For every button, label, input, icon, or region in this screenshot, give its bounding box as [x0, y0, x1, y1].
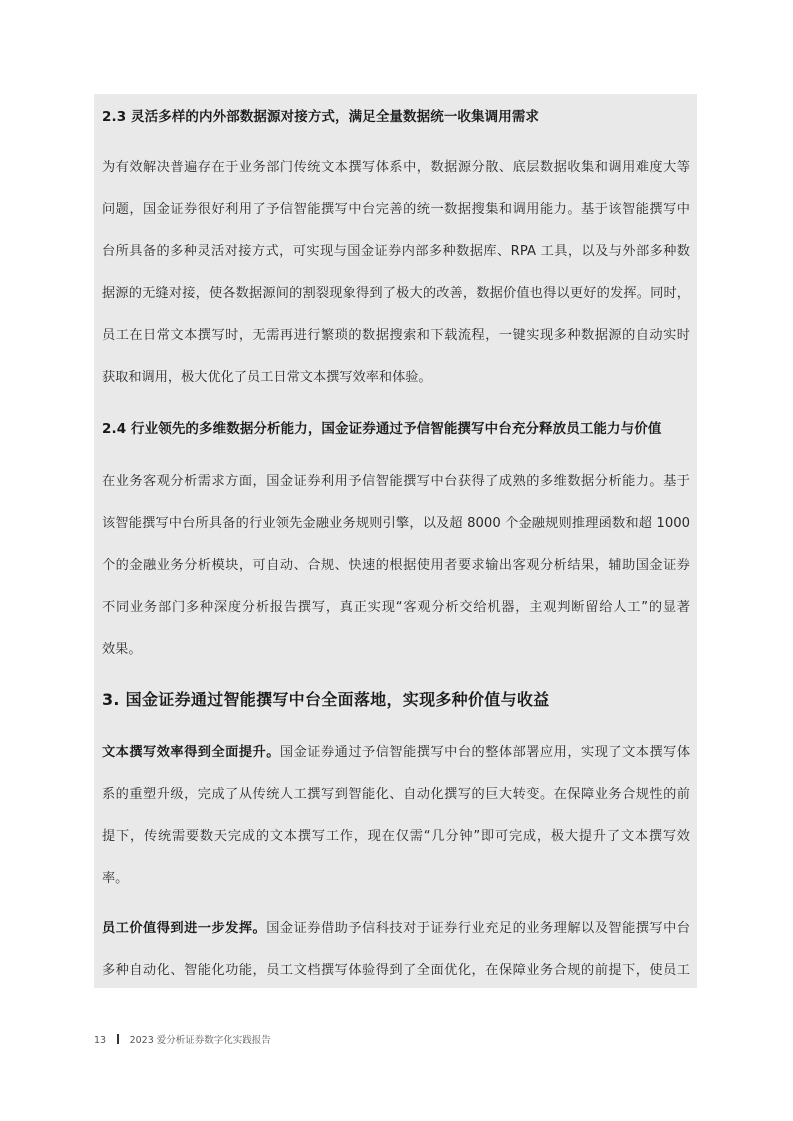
section-2-3-line-1: 为有效解决普遍存在于业务部门传统文本撰写体系中，数据源分散、底层数据收集和调用难度大等: [102, 160, 690, 175]
section-2-3-line-2: 问题，国金证券很好利用了予信智能撰写中台完善的统一数据搜集和调用能力。基于该智能撰写中: [102, 202, 690, 217]
section-2-3-line-3: 台所具备的多种灵活对接方式，可实现与国金证券内部多种数据库、RPA 工具，以及与外部多种数: [102, 244, 690, 259]
para-2-lead: 员工价值得到进一步发挥。: [102, 921, 267, 936]
section-2-3-heading: 2.3 灵活多样的内外部数据源对接方式，满足全量数据统一收集调用需求: [102, 109, 540, 125]
report-title: 2023 爱分析证券数字化实践报告: [129, 1035, 271, 1046]
section-2-3-line-5: 员工在日常文本撰写时，无需再进行繁琐的数据搜索和下载流程，一键实现多种数据源的自动实时: [102, 328, 690, 343]
section-3-para-1-line-4: 率。: [102, 871, 129, 886]
section-2-3-line-4: 据源的无缝对接，使各数据源间的割裂现象得到了极大的改善，数据价值也得以更好的发挥。同时，: [102, 286, 690, 301]
section-3-heading: 3. 国金证券通过智能撰写中台全面落地，实现多种价值与收益: [102, 690, 550, 709]
section-3-para-2-line-1: [102, 917, 690, 936]
page-number: 13: [94, 1035, 107, 1046]
page-footer: [94, 1032, 271, 1046]
section-2-4-line-4: 不同业务部门多种深度分析报告撰写，真正实现“客观分析交给机器，主观判断留给人工”的显著: [102, 600, 690, 615]
section-2-4-line-2: 该智能撰写中台所具备的行业领先金融业务规则引擎，以及超 8000 个金融规则推理函数和超 1000: [102, 516, 690, 531]
section-3-para-2-line-2: 多种自动化、智能化功能，员工文档撰写体验得到了全面优化，在保障业务合规的前提下，使员工: [102, 963, 690, 978]
section-3-para-1-line-1: [102, 741, 690, 760]
section-3-para-1-line-3: 提下，传统需要数天完成的文本撰写工作，现在仅需“几分钟”即可完成，极大提升了文本撰写效: [102, 829, 690, 844]
para-1-lead: 文本撰写效率得到全面提升。: [102, 745, 280, 760]
section-2-3-line-6: 获取和调用，极大优化了员工日常文本撰写效率和体验。: [102, 370, 432, 385]
section-3-para-1-line-2: 系的重塑升级，完成了从传统人工撰写到智能化、自动化撰写的巨大转变。在保障业务合规性的前: [102, 787, 690, 802]
para-1-first-line-rest: 国金证券通过予信智能撰写中台的整体部署应用，实现了文本撰写体: [279, 745, 691, 760]
footer-separator: [117, 1034, 119, 1044]
section-2-4-heading: 2.4 行业领先的多维数据分析能力，国金证券通过予信智能撰写中台充分释放员工能力与价值: [102, 421, 662, 437]
section-2-4-line-3: 个的金融业务分析模块，可自动、合规、快速的根据使用者要求输出客观分析结果，辅助国金证券: [102, 558, 690, 573]
section-2-4-line-1: 在业务客观分析需求方面，国金证券利用予信智能撰写中台获得了成熟的多维数据分析能力。基于: [102, 474, 690, 489]
para-2-first-line-rest: 国金证券借助予信科技对于证券行业充足的业务理解以及智能撰写中台: [266, 921, 690, 936]
content-panel: [94, 94, 697, 988]
section-2-4-line-5: 效果。: [102, 642, 142, 657]
